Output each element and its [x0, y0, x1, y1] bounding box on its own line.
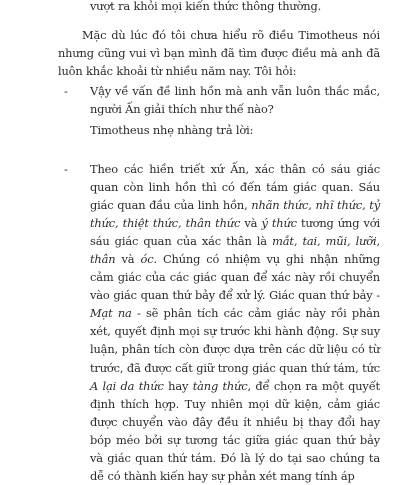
answer-italic-segment: Mạt na — [90, 306, 132, 321]
answer-segment: hay — [163, 378, 193, 393]
answer-segment: tương ứng với sáu giác quan của xác thân là — [90, 216, 381, 249]
dialogue-answer — [58, 160, 380, 485]
answer-italic-segment: nhãn thức, nhĩ thức, tỷ thức, thiệt thức, thân thức — [90, 198, 380, 231]
answer-text — [90, 160, 380, 485]
dialogue-dash: - — [64, 84, 68, 98]
paragraph-top: vượt ra khỏi mọi kiến thức thông thường. — [90, 0, 322, 13]
answer-italic-segment: ý thức — [261, 216, 297, 231]
answer-segment: . Chúng có nhiệm vụ ghi nhận những cảm giác của các giác quan để xác này rồi chuyển vào giác quan thứ bảy để xử lý. Giác quan thứ bảy - — [90, 252, 380, 303]
question-text: Vậy về vấn đề linh hồn mà anh vẫn luôn thắc mắc, người Ấn giải thích như thế nào? — [90, 84, 380, 117]
dialogue-question — [58, 82, 380, 118]
paragraph-intro: Mặc dù lúc đó tôi chưa hiểu rõ điều Timotheus nói nhưng cũng vui vì bạn mình đã tìm được điều mà anh đã luôn khắc khoải từ nhiều năm nay. Tôi hỏi: — [58, 28, 380, 79]
answer-segment: , để chọn ra một quyết định thích hợp. Tuy nhiên mọi dữ kiện, cảm giác được chuyển vào đây đều ít nhiều bị thay đổi hay bóp méo bởi sự tương tác giữa giác quan thứ bảy và giác quan thứ tám. Đó là lý do tại sao chúng ta dễ có thành kiến hay sự phản xét mang tính áp — [90, 378, 380, 483]
answer-segment: và — [240, 216, 262, 231]
answer-italic-segment: A lại da thức — [90, 378, 164, 393]
dialogue-dash: - — [64, 162, 68, 176]
answer-italic-segment: mắt, tai, mũi, lưỡi, thân — [90, 234, 380, 267]
answer-segment: và — [115, 252, 141, 267]
answer-segment: - sẽ phân tích các cảm giác này rồi phản xét, quyết định mọi sự trước khi hành động. Sự suy luận, phân tích còn được dựa trên các dữ liệu có từ trước, đã được cất giữ trong giác quan thứ tám, tức — [90, 306, 380, 375]
answer-segment: Theo các hiền triết xứ Ấn, xác thân có sáu giác quan còn linh hồn thì có đến tám giác quan. Sáu giác quan đầu của linh hồn, — [90, 162, 380, 213]
answer-italic-segment: óc — [140, 252, 154, 267]
paragraph-reply-intro: Timotheus nhẹ nhàng trả lời: — [90, 123, 254, 137]
answer-italic-segment: tàng thức — [192, 378, 248, 393]
